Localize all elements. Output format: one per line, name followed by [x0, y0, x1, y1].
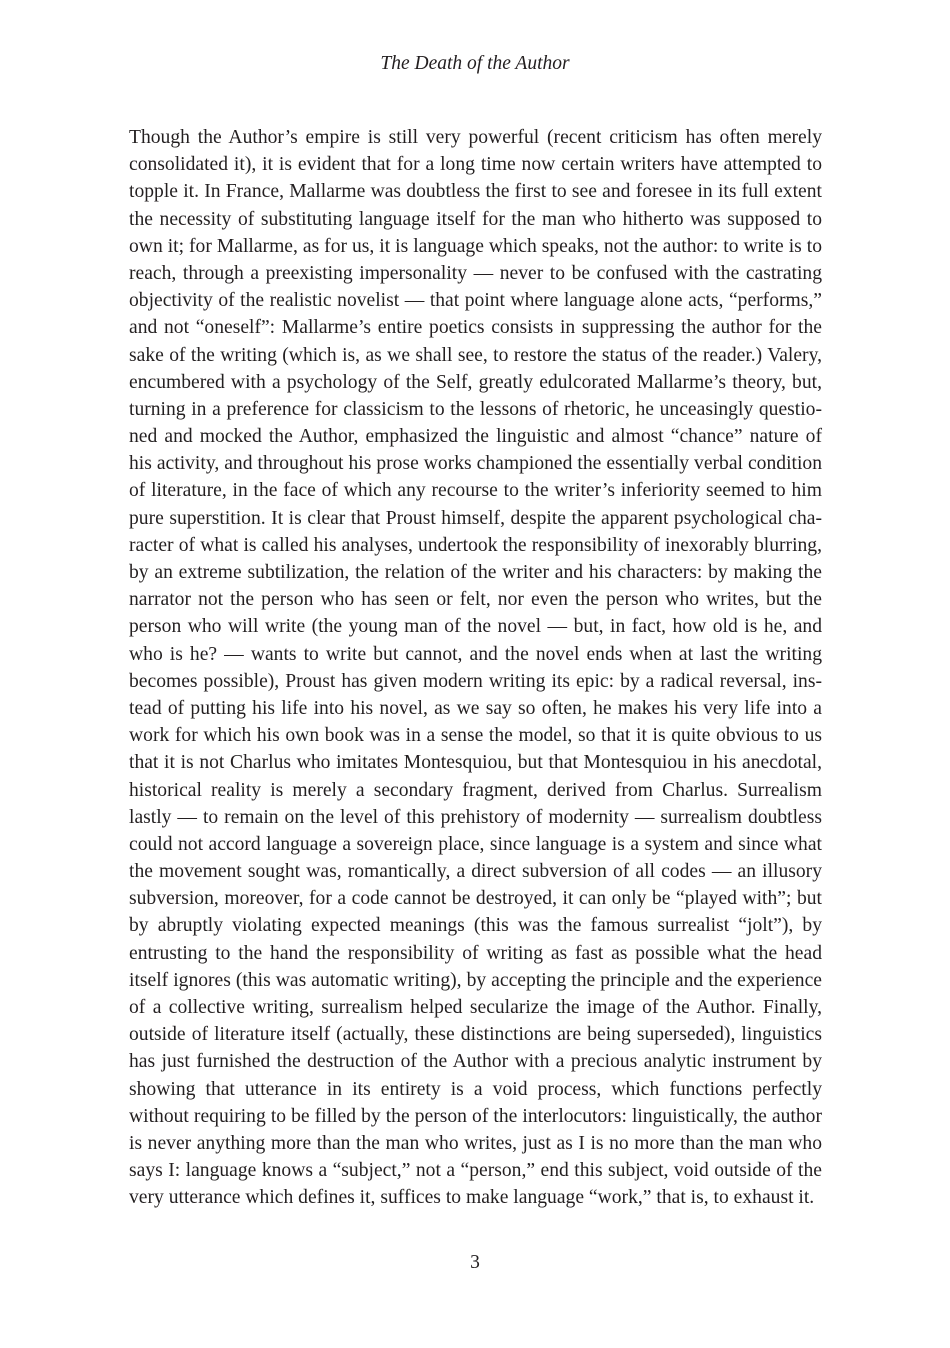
body-paragraph: Though the Author’s empire is still very powerful (recent criticism has often merely consolidated it), it is evident that for a long time now certain writers have attempted to topple it. In France, Mallarme was doubtless the first to see and foresee in its full extent the necessity of substituting language itself for the man who hitherto was supposed to own it; for Mallarme, as for us, it is language which speaks, not the author: to write is to reach, through a preexisting impersonality — never to be confused with the castrating objectivity of the realistic novelist — that point where language alone acts, “performs,” and not “oneself”: Mallarme’s entire poetics consists in suppressing the author for the sake of the writing (which is, as we shall see, to restore the status of the reader.) Valery, encumbered with a psychology of the Self, greatly edulcorated Mallarme’s theory, but, turning in a preference for classicism to the lessons of rhetoric, he unceasingly questioned and mocked the Author, emphasized the linguistic and almost “chance” nature of his activity, and throughout his prose works championed the essentially verbal condition of literature, in the face of which any recourse to the writer’s inferiority seemed to him pure superstition. It is clear that Proust himself, despite the apparent psychological character of what is called his analyses, undertook the responsibility of inexorably blurring, by an extreme subtilization, the relation of the writer and his characters: by making the narrator not the person who has seen or felt, nor even the person who writes, but the person who will write (the young man of the novel — but, in fact, how old is he, and who is he? — wants to write but cannot, and the novel ends when at last the writing becomes possible), Proust has given modern writing its epic: by a radical reversal, instead of putting his life into his novel, as we say so often, he makes his very life into a work for which his own book was in a sense the model, so that it is quite obvious to us that it is not Charlus who imitates Montesquiou, but that Montesquiou in his anecdotal, historical reality is merely a secondary fragment, derived from Charlus. Surrealism lastly — to remain on the level of this prehistory of modernity — surrealism doubtless could not accord language a sovereign place, since language is a system and since what the movement sought was, romantically, a direct subversion of all codes — an illusory subversion, moreover, for a code cannot be destroyed, it can only be “played with”; but by abruptly violating expected meanings (this was the famous surrealist “jolt”), by entrusting to the hand the responsibility of writing as fast as possible what the head itself ignores (this was automatic writing), by accepting the principle and the experience of a collective writing, surrealism helped secularize the image of the Author. Finally, outside of literature itself (actually, these distinctions are being superseded), linguistics has just furnished the destruction of the Author with a precious analytic instrument by showing that utterance in its entirety is a void process, which functions perfectly without requiring to be filled by the person of the interlocutors: linguistically, the author is never anything more than the man who writes, just as I is no more than the man who says I: language knows a “subject,” not a “person,” end this subject, void outside of the very utterance which defines it, suffices to make language “work,” that is, to exhaust it.: [129, 127, 822, 1209]
running-header-title: The Death of the Author: [380, 53, 570, 74]
page-number: 3: [470, 1252, 480, 1273]
